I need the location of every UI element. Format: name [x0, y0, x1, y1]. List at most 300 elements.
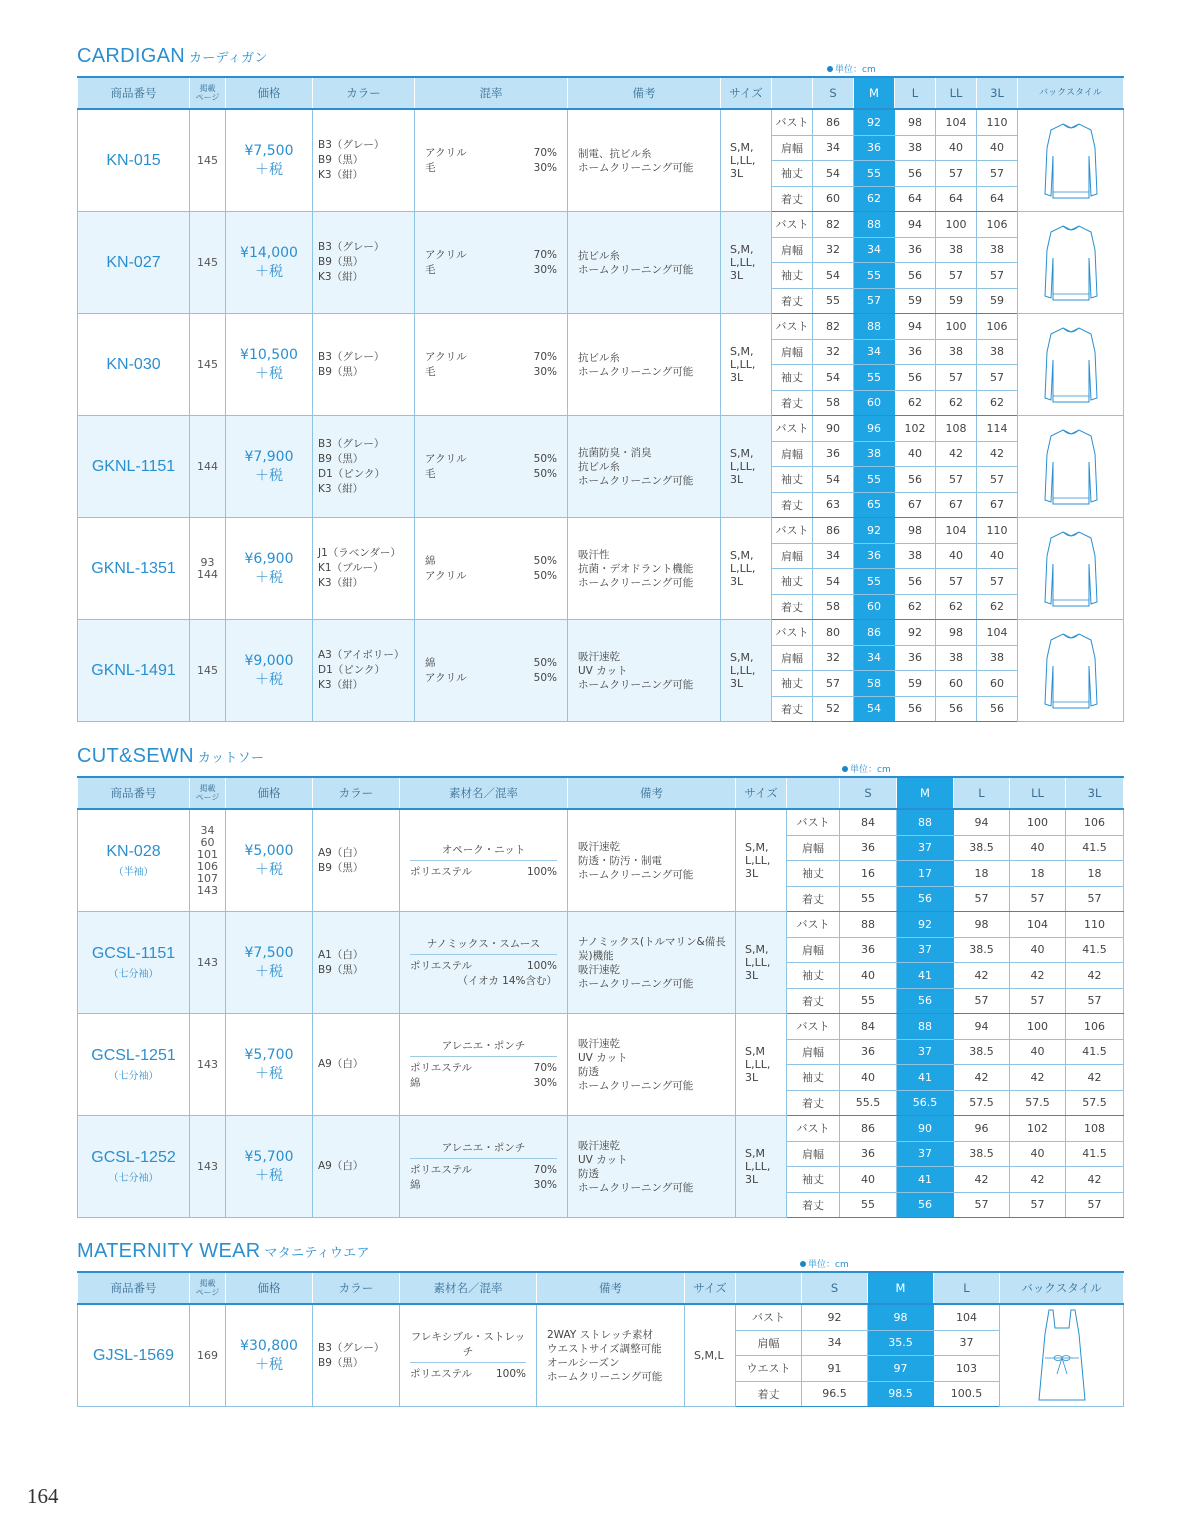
cardigan-back-icon — [1018, 120, 1123, 202]
color-item: B9（黒） — [318, 154, 364, 166]
color-item: K3（紺） — [318, 679, 364, 691]
material-mix — [415, 518, 568, 620]
color-item: K3（紺） — [318, 577, 364, 589]
cardigan-back-icon — [1018, 528, 1123, 610]
price-value: ¥5,700 — [244, 1148, 294, 1165]
measure-value: 42 — [936, 441, 977, 467]
tax-label: ＋税 — [255, 569, 283, 586]
price — [226, 1014, 313, 1116]
fiber-percent: 30% — [533, 1077, 557, 1089]
size-range: S,M, L,LL, 3L — [721, 620, 772, 722]
fiber-percent: 50% — [533, 671, 557, 684]
header-color: カラー — [313, 77, 415, 109]
measure-value: 55 — [854, 569, 895, 595]
measure-value: 42 — [1010, 1167, 1066, 1193]
measure-value: 55 — [854, 161, 895, 187]
measure-value: 56 — [895, 467, 936, 493]
measure-value: 57 — [977, 263, 1018, 289]
measure-value: 102 — [895, 416, 936, 442]
remarks — [568, 1116, 736, 1218]
header-3l: 3L — [1066, 777, 1124, 809]
header-code: 商品番号 — [78, 1272, 190, 1304]
measure-name: 肩幅 — [787, 1039, 840, 1065]
measure-value: 55 — [840, 1192, 897, 1218]
color-item: A9（白） — [318, 1160, 364, 1172]
measure-value: 57 — [954, 886, 1010, 912]
measure-value: 38 — [936, 645, 977, 671]
measure-value: 52 — [813, 696, 854, 722]
measure-value: 86 — [840, 1116, 897, 1142]
fiber-percent: 30% — [533, 365, 557, 378]
material-mix — [415, 416, 568, 518]
price — [226, 518, 313, 620]
remarks — [568, 416, 721, 518]
measure-value: 90 — [813, 416, 854, 442]
tax-label: ＋税 — [255, 963, 283, 980]
measure-name: 袖丈 — [772, 263, 813, 289]
measure-value: 59 — [895, 671, 936, 697]
mix-row — [410, 1061, 557, 1076]
measure-value: 38.5 — [954, 937, 1010, 963]
measure-value: 36 — [854, 135, 895, 161]
measure-value: 108 — [936, 416, 977, 442]
header-ll: LL — [1010, 777, 1066, 809]
measure-value: 57 — [954, 1192, 1010, 1218]
product-code — [78, 809, 190, 912]
measure-value: 38 — [936, 237, 977, 263]
product-block — [78, 1116, 1124, 1218]
fiber-name: 綿 — [425, 554, 436, 567]
measure-value: 110 — [1066, 912, 1124, 938]
measure-value: 96 — [954, 1116, 1010, 1142]
measure-value: 34 — [854, 645, 895, 671]
color-item: A9（白） — [318, 846, 364, 859]
price-value: ¥7,900 — [244, 448, 294, 465]
measure-value: 62 — [977, 390, 1018, 416]
cutsewn-header-row — [78, 777, 1124, 809]
size-range: S,M, L,LL, 3L — [721, 518, 772, 620]
catalog-page: 145 — [190, 109, 226, 212]
measure-name: 肩幅 — [787, 937, 840, 963]
price — [226, 416, 313, 518]
back-style-cell — [1018, 109, 1124, 212]
measure-value: 98 — [868, 1304, 934, 1330]
remarks — [568, 620, 721, 722]
product-code — [78, 518, 190, 620]
catalog-page: 169 — [190, 1304, 226, 1407]
fiber-percent: 70% — [533, 1164, 557, 1176]
measure-value: 106 — [1066, 809, 1124, 835]
remarks — [568, 212, 721, 314]
price-value: ¥6,900 — [244, 550, 294, 567]
measure-value: 56 — [895, 569, 936, 595]
measure-value: 41.5 — [1066, 1039, 1124, 1065]
measure-value: 37 — [897, 1141, 954, 1167]
cardigan-back-icon — [1018, 222, 1123, 304]
cutsewn-table — [77, 776, 1124, 1218]
measure-value: 57 — [1066, 886, 1124, 912]
header-mix: 混率 — [415, 77, 568, 109]
product-code-text: KN-015 — [106, 151, 161, 169]
measure-value: 64 — [977, 186, 1018, 212]
material-name: ナノミックス・スムース — [410, 936, 557, 955]
product-block — [78, 620, 1124, 722]
measure-name: バスト — [772, 518, 813, 544]
measure-value: 42 — [977, 441, 1018, 467]
mix-row — [425, 656, 557, 671]
measure-value: 38 — [936, 339, 977, 365]
measure-value: 92 — [854, 109, 895, 135]
measure-name: 袖丈 — [772, 365, 813, 391]
remark-item: 防透 — [578, 1065, 599, 1078]
catalog-page: 143 — [190, 912, 226, 1014]
measure-name: 肩幅 — [787, 835, 840, 861]
measure-value: 57 — [1066, 988, 1124, 1014]
measure-value: 18 — [954, 861, 1010, 887]
measure-value: 41 — [897, 1167, 954, 1193]
remarks — [568, 912, 736, 1014]
fiber-percent: 100% — [526, 865, 557, 878]
measure-name: ウエスト — [736, 1356, 802, 1382]
measure-name: 肩幅 — [772, 543, 813, 569]
color-item: K1（ブルー） — [318, 562, 384, 574]
measure-value: 38 — [895, 135, 936, 161]
measure-value: 17 — [897, 861, 954, 887]
mix-row — [425, 161, 557, 176]
measure-value: 100 — [936, 314, 977, 340]
material-mix — [400, 809, 568, 912]
header-note: 備考 — [568, 77, 721, 109]
fiber-percent: 50% — [533, 569, 557, 582]
measure-value: 40 — [895, 441, 936, 467]
measure-value: 35.5 — [868, 1330, 934, 1356]
measure-value: 56 — [895, 263, 936, 289]
fiber-percent: 70% — [533, 1062, 557, 1074]
measure-value: 57 — [936, 365, 977, 391]
header-back-style: バックスタイル — [1000, 1272, 1124, 1304]
remarks — [568, 809, 736, 912]
measure-value: 36 — [840, 835, 897, 861]
remark-item: ホームクリーニング可能 — [578, 1181, 694, 1194]
remark-item: UV カット — [578, 1153, 628, 1166]
measure-value: 67 — [895, 492, 936, 518]
material-mix — [400, 1014, 568, 1116]
color-list — [313, 518, 415, 620]
header-note: 備考 — [568, 777, 736, 809]
measure-value: 55 — [840, 886, 897, 912]
catalog-page: 93 144 — [190, 518, 226, 620]
measure-name: 着丈 — [787, 988, 840, 1014]
table-row — [78, 912, 1124, 938]
fiber-percent: 50% — [533, 656, 557, 669]
measure-value: 57 — [936, 161, 977, 187]
measure-value: 36 — [840, 937, 897, 963]
material-name: オペーク・ニット — [410, 842, 557, 861]
measure-value: 84 — [840, 809, 897, 835]
color-item: D1（ピンク） — [318, 664, 386, 676]
header-size: サイズ — [736, 777, 787, 809]
color-item: B9（黒） — [318, 452, 364, 465]
measure-value: 57 — [977, 161, 1018, 187]
measure-value: 36 — [813, 441, 854, 467]
measure-value: 42 — [1066, 963, 1124, 989]
measure-value: 34 — [813, 543, 854, 569]
tax-label: ＋税 — [255, 263, 283, 280]
price-value: ¥5,700 — [244, 1046, 294, 1063]
material-mix — [415, 620, 568, 722]
measure-name: 袖丈 — [772, 671, 813, 697]
measure-name: 肩幅 — [736, 1330, 802, 1356]
measure-value: 36 — [840, 1141, 897, 1167]
size-range: S,M, L,LL, 3L — [736, 912, 787, 1014]
remark-item: ホームクリーニング可能 — [578, 474, 694, 487]
price — [226, 109, 313, 212]
measure-name: バスト — [772, 109, 813, 135]
remark-item: UV カット — [578, 664, 628, 677]
measure-value: 56 — [977, 696, 1018, 722]
color-item: D1（ピンク） — [318, 467, 386, 480]
measure-value: 38 — [977, 237, 1018, 263]
cutsewn-unit-label: 単位：cm — [842, 762, 891, 775]
remark-item: ホームクリーニング可能 — [578, 678, 694, 691]
mix-row — [425, 554, 557, 569]
measure-name: 着丈 — [787, 1090, 840, 1116]
measure-value: 100 — [936, 212, 977, 238]
measure-value: 104 — [936, 109, 977, 135]
color-item: B9（黒） — [318, 365, 364, 378]
fiber-percent: 100% — [526, 960, 557, 972]
measure-value: 38.5 — [954, 1039, 1010, 1065]
measure-name: バスト — [772, 620, 813, 646]
product-code — [78, 1014, 190, 1116]
product-block — [78, 809, 1124, 912]
remark-item: 吸汗速乾 — [578, 1139, 620, 1152]
product-code — [78, 416, 190, 518]
product-code-text: GKNL-1491 — [91, 661, 176, 679]
measure-value: 100 — [1010, 809, 1066, 835]
measure-value: 110 — [977, 109, 1018, 135]
fiber-name: 綿 — [425, 656, 436, 669]
measure-value: 63 — [813, 492, 854, 518]
product-block — [78, 212, 1124, 314]
measure-value: 57 — [954, 988, 1010, 1014]
remark-item: ホームクリーニング可能 — [578, 977, 694, 990]
fiber-name: ポリエステル — [410, 1368, 473, 1380]
measure-value: 62 — [854, 186, 895, 212]
measure-name: バスト — [736, 1304, 802, 1330]
remark-item: UV カット — [578, 1051, 628, 1064]
tax-label: ＋税 — [255, 1065, 283, 1082]
measure-name: バスト — [787, 809, 840, 835]
price — [226, 1304, 313, 1407]
remark-item: ナノミックス(トルマリン&備長炭)機能 — [578, 935, 726, 962]
color-item: K3（紺） — [318, 271, 364, 283]
product-code-text: GKNL-1151 — [91, 457, 176, 475]
table-row — [78, 620, 1124, 646]
measure-value: 40 — [840, 1065, 897, 1091]
remark-item: ホームクリーニング可能 — [578, 161, 694, 174]
product-code — [78, 1304, 190, 1407]
color-item: A3（アイボリー） — [318, 649, 405, 661]
measure-name: 着丈 — [787, 1192, 840, 1218]
fiber-name: アクリル — [425, 452, 467, 465]
measure-value: 92 — [854, 518, 895, 544]
header-m: M — [854, 77, 895, 109]
measure-value: 58 — [813, 390, 854, 416]
cardigan-unit-label: 単位：cm — [827, 62, 876, 75]
measure-value: 57 — [1066, 1192, 1124, 1218]
measure-value: 92 — [895, 620, 936, 646]
measure-name: 肩幅 — [772, 441, 813, 467]
measure-value: 60 — [854, 594, 895, 620]
measure-value: 40 — [1010, 1039, 1066, 1065]
header-measure — [736, 1272, 802, 1304]
mix-row — [410, 959, 557, 974]
color-list — [313, 809, 400, 912]
header-page: 掲載 ページ — [190, 77, 226, 109]
header-s: S — [802, 1272, 868, 1304]
measure-name: 着丈 — [772, 696, 813, 722]
mix-extra: （イオカ 14%含む） — [457, 975, 557, 987]
measure-value: 36 — [895, 237, 936, 263]
remark-item: 抗菌・デオドラント機能 — [578, 562, 694, 575]
header-mix: 素材名／混率 — [400, 1272, 537, 1304]
table-row — [78, 1304, 1124, 1330]
back-style-cell — [1018, 518, 1124, 620]
material-mix — [415, 212, 568, 314]
table-row — [78, 212, 1124, 238]
header-note: 備考 — [537, 1272, 685, 1304]
measure-name: 肩幅 — [787, 1141, 840, 1167]
measure-value: 100.5 — [934, 1381, 1000, 1407]
measure-value: 42 — [954, 1167, 1010, 1193]
product-block — [78, 1304, 1124, 1407]
header-m: M — [868, 1272, 934, 1304]
product-block — [78, 314, 1124, 416]
mix-row — [425, 146, 557, 161]
measure-value: 54 — [813, 569, 854, 595]
product-code-text: KN-028 — [106, 843, 161, 860]
tax-label: ＋税 — [255, 1167, 283, 1184]
measure-value: 57 — [936, 569, 977, 595]
mix-row — [425, 263, 557, 278]
catalog-page: 143 — [190, 1014, 226, 1116]
measure-value: 54 — [813, 467, 854, 493]
fiber-percent: 70% — [533, 350, 557, 363]
header-price: 価格 — [226, 1272, 313, 1304]
mix-row — [425, 248, 557, 263]
remark-item: 吸汗性 — [578, 548, 610, 561]
mix-row — [410, 1076, 557, 1091]
measure-value: 56 — [897, 886, 954, 912]
measure-value: 41 — [897, 1065, 954, 1091]
measure-value: 102 — [1010, 1116, 1066, 1142]
header-ll: LL — [936, 77, 977, 109]
measure-value: 94 — [954, 1014, 1010, 1040]
remark-item: 2WAY ストレッチ素材 — [547, 1328, 654, 1341]
mix-row — [425, 671, 557, 686]
measure-value: 38.5 — [954, 1141, 1010, 1167]
color-item: A1（白） — [318, 948, 364, 961]
fiber-name: アクリル — [425, 671, 467, 684]
price-value: ¥5,000 — [244, 842, 294, 859]
maternity-section-title: MATERNITY WEAR マタニティウエア — [77, 1240, 370, 1262]
measure-value: 114 — [977, 416, 1018, 442]
header-color: カラー — [313, 1272, 400, 1304]
measure-value: 36 — [854, 543, 895, 569]
catalog-page: 143 — [190, 1116, 226, 1218]
measure-value: 65 — [854, 492, 895, 518]
measure-value: 57 — [977, 569, 1018, 595]
measure-value: 57 — [1010, 886, 1066, 912]
measure-value: 56.5 — [897, 1090, 954, 1116]
catalog-page: 145 — [190, 314, 226, 416]
measure-value: 54 — [813, 365, 854, 391]
product-code-text: GCSL-1151 — [91, 945, 176, 962]
measure-value: 42 — [954, 1065, 1010, 1091]
product-code — [78, 912, 190, 1014]
material-name: フレキシブル・ストレッチ — [410, 1329, 526, 1363]
product-block — [78, 1014, 1124, 1116]
measure-value: 67 — [936, 492, 977, 518]
price-value: ¥14,000 — [240, 244, 298, 261]
measure-value: 86 — [813, 109, 854, 135]
remark-item: ホームクリーニング可能 — [578, 263, 694, 276]
table-row — [78, 416, 1124, 442]
color-item: J1（ラベンダー） — [318, 547, 401, 559]
measure-value: 64 — [895, 186, 936, 212]
measure-value: 40 — [977, 135, 1018, 161]
product-code — [78, 1116, 190, 1218]
measure-name: 袖丈 — [772, 467, 813, 493]
size-range: S,M, L,LL, 3L — [736, 809, 787, 912]
measure-value: 59 — [936, 288, 977, 314]
price — [226, 809, 313, 912]
measure-value: 92 — [897, 912, 954, 938]
measure-value: 104 — [1010, 912, 1066, 938]
measure-value: 58 — [854, 671, 895, 697]
measure-value: 106 — [1066, 1014, 1124, 1040]
product-code — [78, 620, 190, 722]
measure-value: 86 — [854, 620, 895, 646]
header-mix: 素材名／混率 — [400, 777, 568, 809]
remark-item: ウエストサイズ調整可能 — [547, 1342, 662, 1355]
price — [226, 1116, 313, 1218]
measure-value: 56 — [936, 696, 977, 722]
remark-item: 吸汗速乾 — [578, 840, 620, 853]
measure-value: 94 — [895, 212, 936, 238]
table-row — [78, 1014, 1124, 1040]
remark-item: 制電、抗ビル糸 — [578, 147, 652, 160]
measure-value: 40 — [936, 135, 977, 161]
measure-value: 55 — [840, 988, 897, 1014]
price — [226, 912, 313, 1014]
fiber-name: 綿 — [410, 1077, 421, 1089]
cardigan-back-icon — [1018, 324, 1123, 406]
measure-value: 91 — [802, 1356, 868, 1382]
measure-value: 90 — [897, 1116, 954, 1142]
measure-value: 62 — [895, 594, 936, 620]
measure-value: 60 — [936, 671, 977, 697]
header-size: サイズ — [685, 1272, 736, 1304]
measure-value: 59 — [895, 288, 936, 314]
measure-name: 袖丈 — [772, 161, 813, 187]
header-price: 価格 — [226, 77, 313, 109]
measure-value: 96.5 — [802, 1381, 868, 1407]
tax-label: ＋税 — [255, 671, 283, 688]
product-block — [78, 109, 1124, 212]
color-item: B3（グレー） — [318, 1341, 385, 1354]
